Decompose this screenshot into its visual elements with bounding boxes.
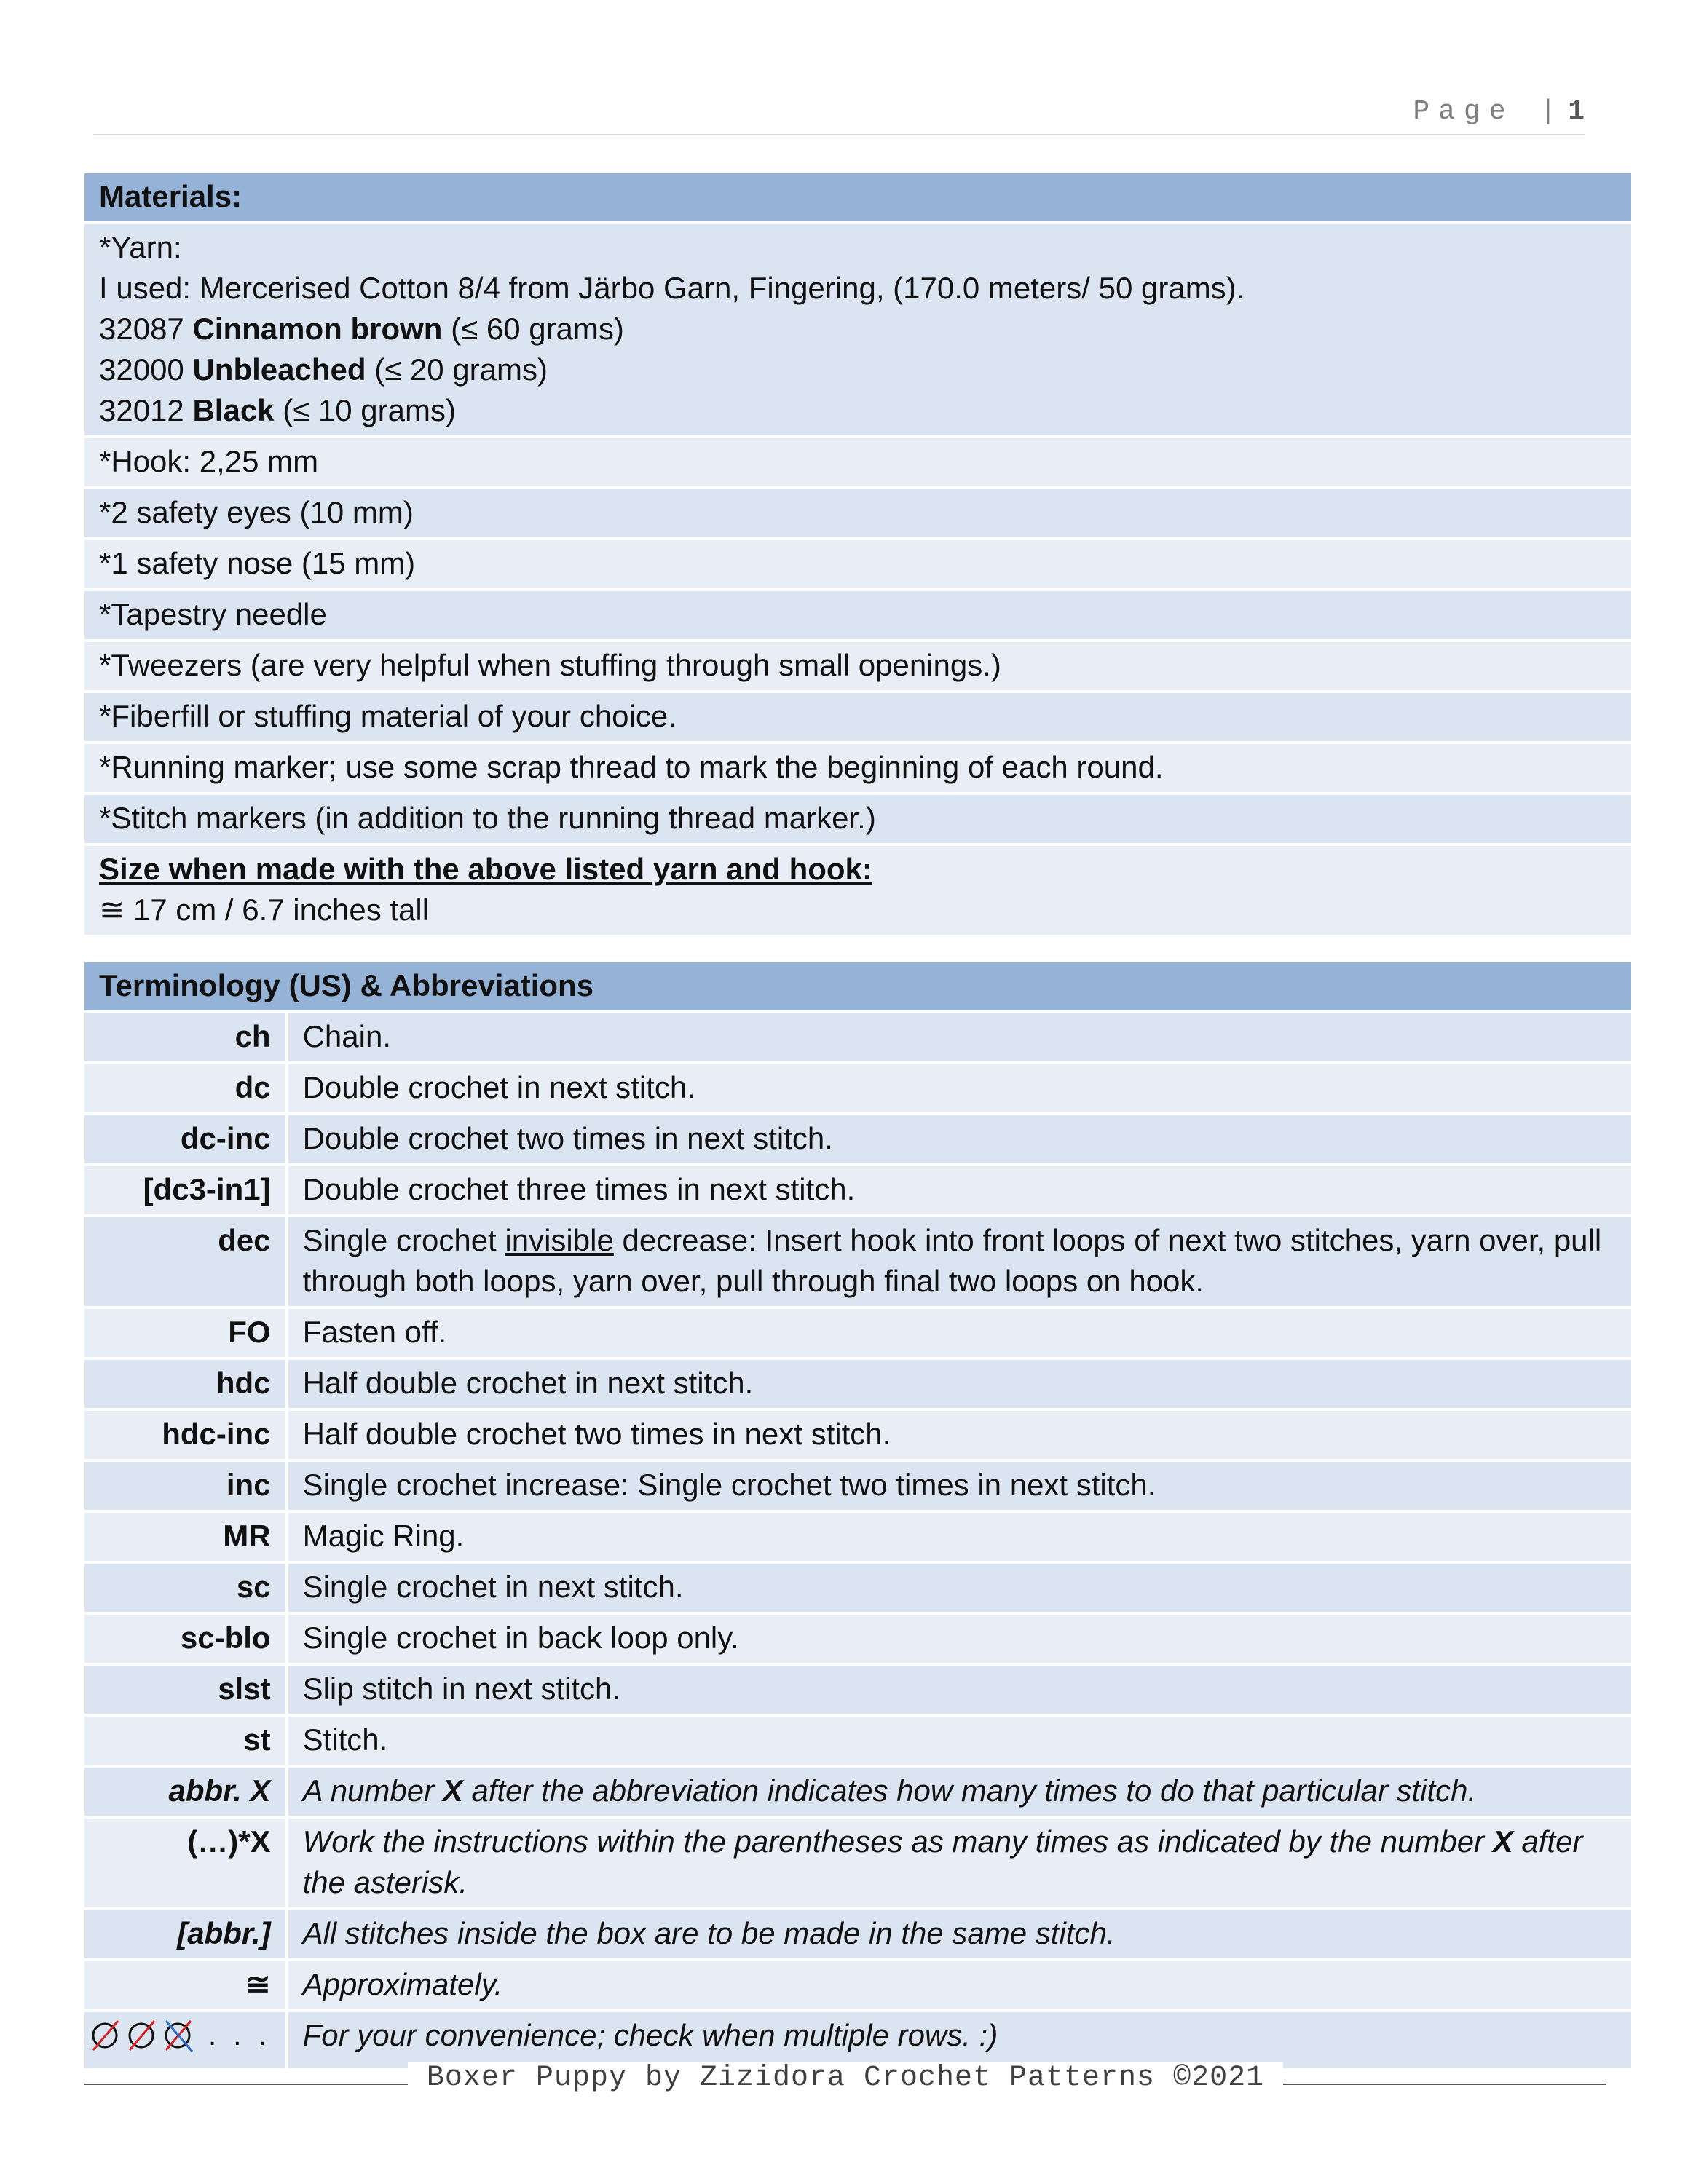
- term-abbr: [84, 2012, 288, 2068]
- term-def: Single crochet in next stitch.: [288, 1564, 1631, 1612]
- term-row: [84, 1360, 1631, 1408]
- yarn-color-1: 32087 Cinnamon brown (≤ 60 grams): [99, 312, 624, 346]
- term-abbr: abbr. X: [84, 1768, 288, 1816]
- size-label: Size when made with the above listed yarn and hook:: [99, 852, 872, 886]
- materials-title: Materials:: [84, 173, 1631, 221]
- term-def: Double crochet two times in next stitch.: [288, 1115, 1631, 1163]
- yarn-color-3: 32012 Black (≤ 10 grams): [99, 393, 456, 427]
- yarn-used: I used: Mercerised Cotton 8/4 from Järbo Garn, Fingering, (170.0 meters/ 50 grams).: [99, 271, 1245, 305]
- size-cell: [84, 846, 1631, 935]
- term-def: Half double crochet two times in next stitch.: [288, 1411, 1631, 1459]
- term-row: [84, 2012, 1631, 2068]
- materials-table: [84, 170, 1631, 938]
- term-row: [84, 1309, 1631, 1357]
- term-row: [84, 1615, 1631, 1663]
- term-def: Double crochet in next stitch.: [288, 1064, 1631, 1112]
- footer-text: Boxer Puppy by Zizidora Crochet Patterns ©2021: [408, 2062, 1283, 2094]
- term-def: Slip stitch in next stitch.: [288, 1666, 1631, 1714]
- term-row: [84, 1013, 1631, 1061]
- term-def: Double crochet three times in next stitch.: [288, 1166, 1631, 1214]
- term-def: Stitch.: [288, 1717, 1631, 1765]
- term-row: [84, 1666, 1631, 1714]
- term-def: Fasten off.: [288, 1309, 1631, 1357]
- term-row: [84, 1115, 1631, 1163]
- term-row: [84, 1166, 1631, 1214]
- material-item: *Tapestry needle: [84, 591, 1631, 639]
- yarn-color-2: 32000 Unbleached (≤ 20 grams): [99, 352, 548, 387]
- term-def: Single crochet in back loop only.: [288, 1615, 1631, 1663]
- material-item: *Tweezers (are very helpful when stuffing through small openings.): [84, 642, 1631, 690]
- term-row: [84, 1768, 1631, 1816]
- term-def: Work the instructions within the parentheses as many times as indicated by the number X after the asterisk.: [288, 1819, 1631, 1907]
- term-abbr: dec: [84, 1217, 288, 1306]
- checkbox-marks-icon: [90, 2017, 200, 2054]
- size-value: ≅ 17 cm / 6.7 inches tall: [99, 893, 430, 927]
- yarn-label: *Yarn:: [99, 230, 182, 264]
- term-abbr: slst: [84, 1666, 288, 1714]
- term-row: [84, 1961, 1631, 2009]
- term-abbr: sc-blo: [84, 1615, 288, 1663]
- material-item: *Hook: 2,25 mm: [84, 438, 1631, 486]
- term-abbr: dc-inc: [84, 1115, 288, 1163]
- page-footer: [84, 2062, 1606, 2105]
- term-def: Approximately.: [288, 1961, 1631, 2009]
- term-abbr: ch: [84, 1013, 288, 1061]
- term-row: [84, 1910, 1631, 1958]
- terminology-title: Terminology (US) & Abbreviations: [84, 962, 1631, 1010]
- term-def: Single crochet increase: Single crochet two times in next stitch.: [288, 1462, 1631, 1510]
- page-label: Page |: [1413, 96, 1566, 127]
- term-abbr: dc: [84, 1064, 288, 1112]
- term-def: For your convenience; check when multiple rows. :): [288, 2012, 1631, 2068]
- term-row: [84, 1564, 1631, 1612]
- terminology-table: [84, 960, 1631, 2071]
- term-def: Chain.: [288, 1013, 1631, 1061]
- term-row: [84, 1717, 1631, 1765]
- check-marks: [90, 2015, 271, 2056]
- term-def: Half double crochet in next stitch.: [288, 1360, 1631, 1408]
- material-item: *2 safety eyes (10 mm): [84, 489, 1631, 537]
- term-row: [84, 1411, 1631, 1459]
- check-dots: . . .: [208, 2019, 271, 2052]
- page-header: [93, 93, 1585, 135]
- term-row: [84, 1064, 1631, 1112]
- term-def: A number X after the abbreviation indicates how many times to do that particular stitch.: [288, 1768, 1631, 1816]
- term-row: [84, 1462, 1631, 1510]
- page-number-value: 1: [1568, 96, 1585, 127]
- term-def: All stitches inside the box are to be made in the same stitch.: [288, 1910, 1631, 1958]
- footer-text-wrap: [84, 2062, 1606, 2094]
- yarn-cell: [84, 224, 1631, 435]
- term-abbr: [dc3-in1]: [84, 1166, 288, 1214]
- page-number: [1413, 96, 1585, 127]
- term-abbr: st: [84, 1717, 288, 1765]
- term-abbr: FO: [84, 1309, 288, 1357]
- term-abbr: inc: [84, 1462, 288, 1510]
- term-row: [84, 1513, 1631, 1561]
- term-def: Magic Ring.: [288, 1513, 1631, 1561]
- term-row: [84, 1217, 1631, 1306]
- material-item: *Fiberfill or stuffing material of your choice.: [84, 693, 1631, 741]
- material-item: *1 safety nose (15 mm): [84, 540, 1631, 588]
- term-abbr: (…)*X: [84, 1819, 288, 1907]
- term-def: Single crochet invisible decrease: Insert hook into front loops of next two stitches, yarn over, pull through both loops, yarn over, pull through final two loops on hook.: [288, 1217, 1631, 1306]
- term-abbr: MR: [84, 1513, 288, 1561]
- term-abbr: hdc: [84, 1360, 288, 1408]
- term-abbr: [abbr.]: [84, 1910, 288, 1958]
- material-item: *Stitch markers (in addition to the running thread marker.): [84, 795, 1631, 843]
- term-abbr: hdc-inc: [84, 1411, 288, 1459]
- term-abbr: ≅: [84, 1961, 288, 2009]
- term-abbr: sc: [84, 1564, 288, 1612]
- term-row: [84, 1819, 1631, 1907]
- material-item: *Running marker; use some scrap thread to mark the beginning of each round.: [84, 744, 1631, 792]
